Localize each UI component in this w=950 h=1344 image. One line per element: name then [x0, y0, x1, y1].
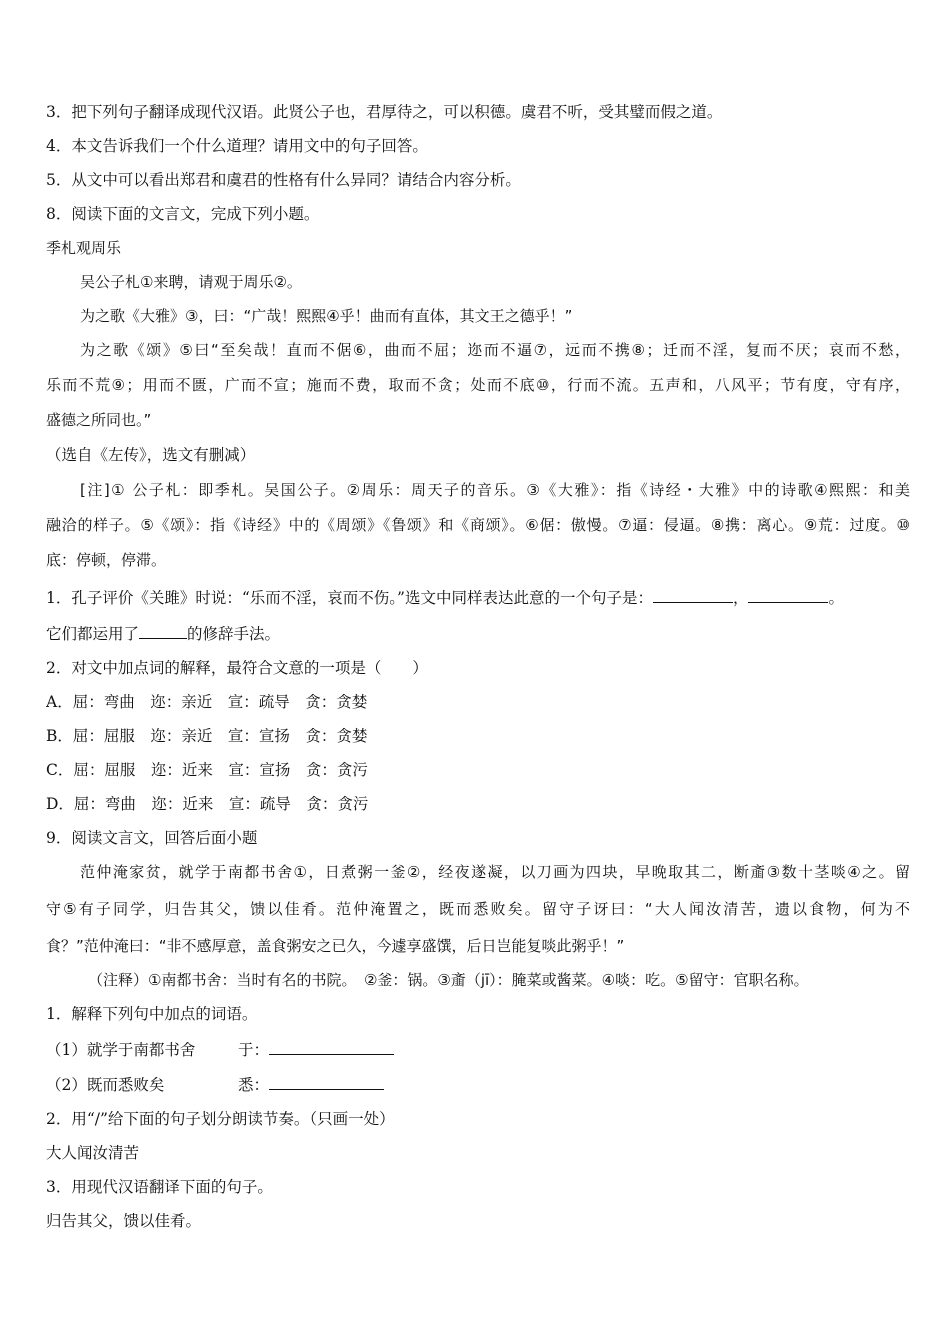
question-1-separator: ， [732, 589, 749, 607]
section-8-paragraph-3-line-3: 盛德之所同也。” [46, 411, 152, 429]
option-b[interactable]: B．屈：屈服 迩：亲近 宣：宣扬 贪：贪婪 [46, 727, 368, 745]
q1-1-sentence: （1）就学于南都书舍 [46, 1041, 196, 1059]
question-1-end: 。 [828, 589, 844, 607]
section-8-note-line-1: [注]① 公子札：即季札。吴国公子。②周乐：周天子的音乐。③《大雅》：指《诗经・大雅》中的诗歌④熙熙：和美 [80, 481, 910, 499]
section-9-paragraph-line-2: 守⑤有子同学，归告其父，馈以佳肴。范仲淹置之，既而悉败矣。留守子讶曰：“大人闻汝清苦，遗以食物，何为不 [46, 900, 910, 918]
section-9-question-2: 2．用“/”给下面的句子划分朗读节奏。（只画一处） [46, 1110, 395, 1128]
section-9-question-1-1 [46, 1038, 910, 1061]
option-d[interactable]: D．屈：弯曲 迩：近来 宣：疏导 贪：贪污 [46, 795, 369, 813]
section-8-paragraph-3-line-1: 为之歌《颂》⑤曰“至矣哉！直而不倨⑥，曲而不屈；迩而不逼⑦，远而不携⑧；迁而不淫，复而不厌；哀而不愁， [80, 341, 910, 359]
section-9-paragraph-line-1: 范仲淹家贫，就学于南都书舍①，日煮粥一釜②，经夜遂凝，以刀画为四块，早晚取其二，断齑③数十茎啖④之。留 [80, 863, 910, 881]
section-8-note-line-3: 底：停顿，停滞。 [46, 551, 167, 569]
rhetoric-text-pre: 它们都运用了 [46, 625, 140, 643]
section-8-question-1-rhetoric [46, 622, 910, 645]
section-8-paragraph-3-line-2: 乐而不荒⑨；用而不匮，广而不宣；施而不费，取而不贪；处而不底⑩，行而不流。五声和，八风平；节有度，守有序， [46, 376, 910, 394]
option-a[interactable]: A．屈：弯曲 迩：亲近 宣：疏导 贪：贪婪 [46, 693, 368, 711]
answer-blank-yu[interactable] [269, 1038, 394, 1055]
question-3-translate: 3．把下列句子翻译成现代汉语。此贤公子也，君厚待之，可以积德。虞君不听，受其璧而假之道。 [46, 103, 723, 121]
section-9-question-3-sentence: 归告其父，馈以佳肴。 [46, 1212, 202, 1230]
section-8-heading: 8．阅读下面的文言文，完成下列小题。 [46, 205, 320, 223]
answer-blank-2[interactable] [748, 586, 828, 603]
section-9-notes: （注释）①南都书舍：当时有名的书院。 ②釜：锅。③齑（jī）：腌菜或酱菜。④啖：吃。⑤留守：官职名称。 [88, 971, 809, 989]
section-9-question-1-2 [46, 1073, 910, 1096]
section-9-question-3: 3．用现代汉语翻译下面的句子。 [46, 1178, 273, 1196]
section-8-title: 季札观周乐 [46, 239, 122, 257]
q1-2-word: 悉： [238, 1076, 270, 1094]
question-4: 4．本文告诉我们一个什么道理？请用文中的句子回答。 [46, 137, 428, 155]
section-9-question-2-sentence: 大人闻汝清苦 [46, 1144, 140, 1162]
question-1-text: 1．孔子评价《关雎》时说：“乐而不淫，哀而不伤。”选文中同样表达此意的一个句子是： [46, 589, 653, 607]
option-c[interactable]: C．屈：屈服 迩：近来 宣：宣扬 贪：贪污 [46, 761, 368, 779]
section-9-heading: 9．阅读文言文，回答后面小题 [46, 829, 258, 847]
q1-2-sentence: （2）既而悉败矣 [46, 1076, 165, 1094]
answer-blank-rhetoric[interactable] [139, 622, 187, 639]
section-8-question-2: 2．对文中加点词的解释，最符合文意的一项是（ ） [46, 659, 428, 677]
section-8-paragraph-2: 为之歌《大雅》③，曰：“广哉！熙熙④乎！曲而有直体，其文王之德乎！” [80, 307, 573, 325]
question-5: 5．从文中可以看出郑君和虞君的性格有什么异同？请结合内容分析。 [46, 171, 521, 189]
section-8-source: （选自《左传》，选文有删减） [46, 446, 256, 464]
rhetoric-text-post: 的修辞手法。 [187, 625, 281, 643]
q1-1-word: 于： [238, 1041, 270, 1059]
section-9-question-1: 1．解释下列句中加点的词语。 [46, 1005, 258, 1023]
answer-blank-xi[interactable] [269, 1073, 384, 1090]
section-9-paragraph-line-3: 食？”范仲淹曰：“非不感厚意，盖食粥安之已久，今遽享盛馔，后日岂能复啖此粥乎！” [46, 937, 625, 955]
answer-blank-1[interactable] [653, 586, 733, 603]
section-8-paragraph-1: 吴公子札①来聘，请观于周乐②。 [80, 273, 302, 291]
section-8-question-1 [46, 586, 910, 609]
section-8-note-line-2: 融洽的样子。⑤《颂》：指《诗经》中的《周颂》《鲁颂》和《商颂》。⑥倨：傲慢。⑦逼：侵逼。⑧携：离心。⑨荒：过度。⑩ [46, 516, 910, 534]
